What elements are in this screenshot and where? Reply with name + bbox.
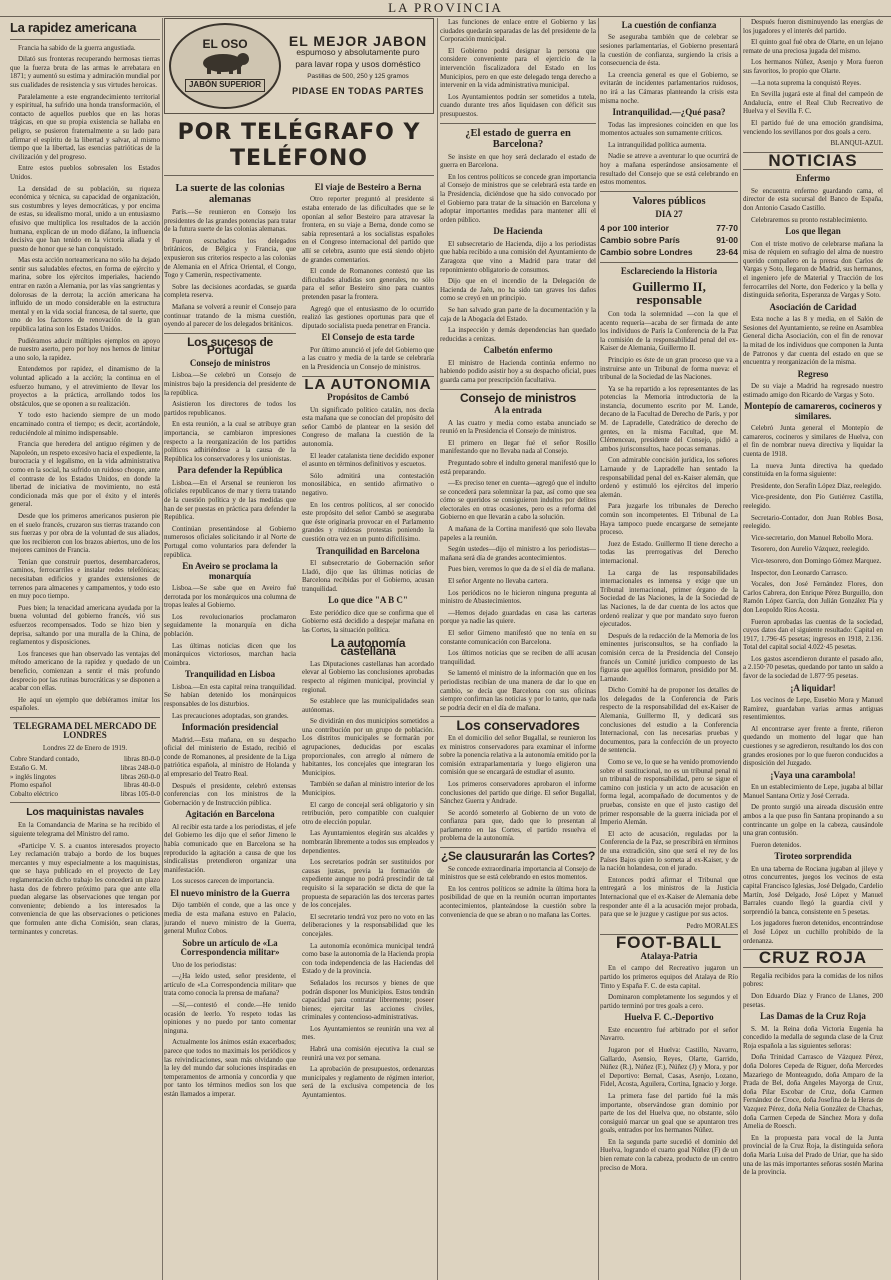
paragraph: Las precauciones adoptadas, son grandes. [172,711,289,720]
paragraph: Los jugadores fueron detenidos, encontrándose el José López un cuchillo prohibido de la ordenanza. [743,919,883,945]
paragraph: Madrid.—Esta mañana, en su despacho oficial del ministerio de Estado, recibió el conde de Romanones, al presidente de la Liga patriótica española, al ministro de Holanda y al empresario del Teatro Real. [164,735,296,778]
paragraph: Don Eduardo Díaz y Franco de Llanes, 200 pesetas. [743,992,883,1009]
paragraph: Los vecinos de Lepe, Eusebio Mora y Manuel Ramírez, guardaban varias armas antiguas resentimientos. [743,696,883,722]
paragraph: En Sevilla jugará este al final del campeón de Andalucía, entre el Real Club Recreativo de Huelva y el Sevilla F. C. [743,90,883,116]
paragraph: El subsecretario de Hacienda, dijo a los periodistas que había recibido a una comisión del Ayuntamiento de Zaragoza que vino a Madrid para tratar del reponimiento obligatorio de consumos. [440,239,596,274]
paragraph: Pues bien; la tenacidad americana ayudada por la buena voluntad del gobierno francés, vió sus esfuerzos recompensados. Todo se hizo bien y deprisa, saltando por una muralla de la China, de reglamentos y disposiciones. [10,603,160,647]
headline-conservadores: Los conservadores [456,717,580,734]
subhead-enfermo: Enfermo [796,173,830,184]
signature: Pedro MORALES [686,921,738,930]
paragraph: Según ustedes—dijo el ministro a los periodistas—mañana será día de grandes acontecimientos. [440,545,596,562]
column-2 [164,18,434,1280]
subhead-intranquilidad: Intranquilidad.—¿Qué pasa? [612,107,726,118]
paragraph: He aquí un ejemplo que debiéramos imitar los españoles. [10,695,160,713]
paragraph: La aprobación de presupuestos, ordenanzas municipales y reglamento de régimen interior, será de la exclusiva competencia de los Ayuntamientos. [302,1065,434,1100]
paragraph: El secretario tendrá voz pero no voto en las deliberaciones y la responsabilidad que les concejales. [302,912,434,938]
paragraph: A mañana de la Cortina manifestó que solo llevaba papeles a la reunión. [440,525,596,542]
market-row: » inglés lingotes libras 260-0-0 [10,772,160,781]
paragraph: Los revolucionarios proclamaron seguidamente la monarquía en dicha población. [164,612,296,638]
paragraph: Por último anunció el jefe del Gobierno que a las cuatro y media de la tarde se celebraría en la Presidencia un Consejo de ministros. [302,345,434,371]
headline-guillermo: Guillermo II, responsable [632,278,706,308]
paragraph: Desde que los primeros americanos pusieron pie en el suelo francés, cruzaron sus tierras trazando con sus fuerzas y por obra de la voluntad de sus aliados, que los recibieron con los brazos abiertos, uno de los mejores caminos de Francia. [10,511,160,555]
paragraph: Celebraremos su pronto restablecimiento. [751,215,868,224]
paragraph: En esta reunión, a la cual se atribuye gran importancia, se cambiaron impresiones respecto a la reorganización de los partidos políticos adhiriéndose a la causa de la República los conservadores y los unionistas. [164,420,296,463]
headline-castilla: La autonomía castellana [330,635,406,659]
paragraph: En los centros políticos se admite la última hora la posibilidad de que en la reunión ocurran importantes acontecimientos, planteándose la cuestión sobre la conveniencia de que se abran o no mañana las Cortes. [440,884,596,919]
paragraph: En los centros políticos, al ser conocido este propósito del señor Cambó se aseguraba que éste originaría provocar en el Parlamento grandes y ruidosas protestas poniendo la cuestión otra vez en un punto difícilísimo. [302,500,434,543]
paragraph: El subsecretario de Gobernación señor Lladó, dijo que las últimas noticias de Barcelona recibidas por el Gobierno, acusan tranquilidad. [302,558,434,593]
column-rule [598,18,599,1280]
paragraph: Se aseguraba también que de celebrar se sesiones parlamentarias, el Gobierno presentará la cuestión de confianza, surgiendo la crisis a consecuencia de ésta. [600,33,738,68]
column-3 [440,18,596,1280]
subhead-lisboa: Tranquilidad en Lisboa [184,669,276,680]
paragraph: Después el presidente, celebró extensas conferencias con los ministros de la Gobernación y de Instrucción pública. [164,781,296,807]
headline-cruz-roja: CRUZ ROJA [758,948,868,968]
paragraph: Se establece que las municipalidades sean autónomas. [302,697,434,714]
paragraph: La intranquilidad política aumenta. [608,140,707,149]
section-banner: POR TELÉGRAFO Y TELÉFONO [164,120,434,176]
paragraph: El conde de Romanones contestó que las dificultades aludidas son generales, no sólo para el señor Besteiro sino para cuantos pretenden pasar la frontera. [302,267,434,301]
paragraph: Vocales, don José Fernández Flores, don Carlos Cabrera, don Enrique Pérez Burguillo, don Ramón López García, don Julián González Pía y don Leopoldo Ríos Acosta. [743,580,883,614]
subhead-agitacion: Agitación en Barcelona [185,809,275,820]
paragraph: Después de la redacción de la Memoria de los eminentes jurisconsultos, se ha confiado la comisión cerca de la Presidencia del Consejo francés un Comité jurídico compuesto de las figuras que aquéllos formaron, presidido por M. Larnaude. [600,631,738,683]
paragraph: Con admirable concisión jurídica, los señores Larnaude y de Lapradelle han sentado la responsabilidad penal del ex-Kaiser alemán, que ordenó y estimuló los ejércitos del imperio alemán. [600,456,738,499]
paragraph: Fueron escuchados los delegados británicos, de Bélgica y Francia, que expusieron sus criterios respecto a las colonias de Alemania en el Africa Oriental, el Congo, Togo y Camerún, respectivamente. [164,236,296,280]
subhead-cambo: Propósitos de Cambó [327,392,409,403]
paragraph: La inspección y demás dependencias han quedado reducidas a cenizas. [440,326,596,343]
paragraph: Con el triste motivo de celebrarse mañana la misa de réquiem en sufragio del alma de nuestro querido compañero en la prensa don Carlos de Vargas y Soto, llegaron de Madrid, sus hermanos, el ingeniero jefe de Material y Tracción de los ferrocarriles del Norte, don Federico y la bella y distinguida señorita, Esperanza de Vargas y Soto. [743,239,883,300]
paragraph: En la propuesta para vocal de la Junta provincial de la Cruz Roja, la distinguida señora doña María Luisa del Prado de Uriar, que ha sido una de las más importantes señoras sostén Marina de la provincia. [743,1133,883,1177]
paragraph: El señor Argente no llevaba cartera. [448,577,549,586]
paragraph: En el campo del Recreativo jugaron un partido los primeros equipos del Atalaya de Río Tinto y España F. C. de esta capital. [600,964,738,990]
paragraph: Se insiste en que hoy será declarado el estado de guerra en Barcelona. [440,152,596,170]
bear-icon [195,49,255,75]
paragraph: Lisboa.—Se celebró un Consejo de ministros bajo la presidencia del presidente de la república. [164,371,296,397]
paragraph: Dicho Comité ha de proponer los detalles de los delegados de la Conferencia de Paris respecto de la responsabilidad del ex-Kaiser de Alemania, Guillermo II, y dedicará sus conclusiones del estudio a la Conferencia Internacional, con las necesarias pruebas y documentos, para la confección de un proyecto de sentencia. [600,686,738,755]
paragraph: Agregó que el entusiasmo de lo ocurrido realizó las gestiones oportunas para que el diputado socialista pueda penetrar en Francia. [302,304,434,330]
paragraph: El acto de acusación, reguladas por la Conferencia de la Paz, se prescribirá en términos de una extradición, sino que será el rey de los Países Bajos quien lo someta al ex-Kaiser, y de la nación holandesa, con el jurado. [600,829,738,873]
paragraph: Francia que heredera del antiguo régimen y de Napoleón, un respeto excesivo hacia el expediente, la burocracia y el legalismo, en la vida administrativa como en la social, ha sufrido un ruidoso choque, ante el contraste de los Estados Unidos, en donde la libertad de iniciativa de movimiento, no está condicionada más que por el éxito y el interés general. [10,440,160,509]
column-rule [162,18,163,1280]
paragraph: Se lamentó el ministro de la información que en los periodistas recibían de una manera de dar lo que en cambio, se decía que Barcelona con sus oficinas siempre confirman las noticias y por lo tanto, que nada se podría decir en el día de mañana. [440,669,596,712]
subhead-montepio: Montepío de camareros, cocineros y similares. [744,401,882,421]
headline-portugal: Los sucesos de Portugal [187,334,273,358]
paragraph: Todas las impresiones coinciden en que los momentos actuales son sumamente críticos. [600,120,738,138]
paragraph: Sólo admitirá una contestación monosilábica, en sentido afirmativo o negativo. [302,471,434,497]
paragraph: Ya se ha repartido a los representantes de las potencias la Memoria introductoria de la instancia, documento escrito por M. Lande, decano de la Facultad de Derecho de París, y por M. de Lapradelle, Catedrático de derecho de gentes, en la misma Facultad, que M. Clémenceau, presidente del Consejo, pidió a ambos jurisconsultos, hace pocas semanas. [600,384,738,453]
paragraph: Mañana se volverá a reunir el Consejo para continuar tratando de la misma cuestión, oyendo al parecer de los delegados británicos. [164,302,296,329]
paragraph: Continúan presentándose al Gobierno numerosos oficiales solicitando ir al Norte de Portugal como voluntarios para defender la república. [164,524,296,559]
subhead-hacienda: De Hacienda [493,226,543,237]
paragraph: Pudiéramos aducir múltiples ejemplos en apoyo de nuestro aserto, pero por hoy nos hemos de limitar a uno solo, la rapidez. [10,336,160,362]
subhead-abc: Lo que dice "A B C" [328,595,408,606]
paragraph: Uno de los periodistas: [172,960,237,969]
paragraph: Inspector, don Leonardo Carrasco. [751,568,848,577]
article-rapidez [10,44,160,713]
paragraph: El cargo de concejal será obligatorio y sin retribución, pero compatible con cualquier otro de elección popular. [302,800,434,826]
quote-row: Cambio sobre Londres 23·64 [600,247,738,258]
soap-advertisement [164,18,434,114]
headline-football: FOOT-BALL [615,933,723,953]
paragraph: Entonces podrá afirmar el Tribunal que entregará a los ministros de la Justicia Internacional que el ex-Kaiser de Alemania debe responder ante él a la acusación mejor probada, para que se le juzgue y castigue por sus actos. [600,875,738,919]
paragraph: Los Ayuntamientos se reunirán una vez al mes. [302,1024,434,1042]
paragraph: —¿Ha leído usted, señor presidente, el artículo de «La Correspondencia militar» que trata como conocía la prensa de mañana? [164,972,296,998]
paragraph: De su viaje a Madrid ha regresado nuestro estimado amigo don Ricardo de Vargas y Soto. [743,382,883,399]
paragraph: Los sucesos carecen de importancia. [172,877,275,886]
paragraph: Se han salvado gran parte de la documentación y la caja de la Abogacía del Estado. [440,305,596,323]
paragraph: Lisboa.—Se sabe que en Aveiro fué derrotada por los monárquicos una columna de tropas leales al Gobierno. [164,583,296,610]
paragraph: Con toda la solemnidad —con la que el acento requería—acaba de ser firmada de ante los individuos de París la Conferencia de la Paz la comisión de la responsabilidad penal del ex-Kaiser de Alemania, Guillermo II. [600,309,738,353]
paragraph: Principio es éste de un gran proceso que va a instruirse ante un Tribunal de forma nueva: el tribunal de la Sociedad de las Naciones. [600,355,738,382]
paragraph: Dominaron completamente los segundos y el partido terminó por tres goals a cero. [600,993,738,1010]
paragraph: La primera fase del partido fué la más importante, observándose gran dominio por parte de los del Huelva que, no obstante, sólo consiguió marcar un goal que se apuntaron tres goals, entrados por los hermanos Núñez. [600,1091,738,1135]
paragraph: Un significado político catalán, nos decía esta mañana que se conocían del propósito del señor Cambó de plantear en la sesión del Congreso de mañana la cuestión de la autonomía. [302,405,434,448]
paragraph: En una taberna de Rociana jugaban al jileye y otros concurrentes, juegos los vecinos de esta capital Francisco Iglesias, José Delgado, Cardelio Martín, José Delgado, José López y Manuel Barrales cuando llegó la guardia civil y sorprendió la banca, consistente en 5 pesetas. [743,864,883,916]
headline-noticias: NOTICIAS [768,150,858,170]
paragraph: Francia ha sabido de la guerra angustiada. [18,43,136,52]
paragraph: Los periódicos no le hicieron ninguna pregunta al ministro de Abastecimientos. [440,588,596,606]
subhead-damas: Las Damas de la Cruz Roja [760,1011,866,1022]
paragraph: Mas esta acción norteamericana no sólo ha dejado sentir sus saludables efectos, en forma de ejército y marina, sobre los ejércitos imperiales, haciendo entrar en razón a Alemania, por las vías sangrientas y dolorosas de la derrota; la acción americana ha influido de un modo considerable en la estructura mental y en la vida social francesa, de tal suerte, que uno de los factores de renovación de la gran república latina son los Estados Unidos. [10,256,160,334]
subhead-calbeton: Calbetón enfermo [483,345,553,356]
paragraph: —Es preciso tener en cuenta—agregó que el indulto se concederá para solemnizar la paz, así como que sea cómo se queridos se consiguieron indultos por delitos electorales en otras ocasiones, pero es a reforma del Gobierno en que llevarán a cabo la solución. [440,479,596,522]
subhead-articulo: Sobre un artículo de «La Correspondencia militar» [180,937,280,958]
paragraph: El Gobierno podrá designar la persona que considere conveniente para el ejercicio de la intervención fiscalizadora del Estado en los Municipios, pero en que este delegado tenga derecho a intervenir en la vida administrativa municipal. [440,46,596,90]
paragraph: Se dividirán en dos municipios sometidos a una contribución por un grupo de población. Los distritos municipales se formarán por agrupaciones, deducidas por escalas proporcionales, con arreglo al número de habitantes, los concejales que integraran los Municipios. [302,717,434,777]
paragraph: Para juzgarle los tribunales de Derecho común son incompetentes. El Tribunal de La Haya tampoco puede encargarse de semejante proceso. [600,502,738,537]
column-rule [740,18,741,1280]
paragraph: Y todo esto haciendo siempre de un modo encaminado contra el tiempo; es decir, acortándole, reduciéndole al mínimo indispensable. [10,411,160,437]
paragraph: Otro reporter preguntó al presidente si estaba enterado de las dificultades que se le oponían al señor Besteiro para atravesar la frontera, en su viaje a Berna, donde como se sabía representará a los socialistas españoles en el Congreso internacional del partido que allí se celebra, asunto que está siendo objeto de grandes comentarios. [302,195,434,264]
paragraph: Doña Trinidad Carrasco de Vázquez Pérez, doña Dolores Cepeda de Riguer, doña Mercedes Mazariego de Monteagudo, doña Amparo de la Prada de Bel, doña Angeles Mayorga de Cruz, doña Pilar Escobar de Cruz, doña Carmen Fernández de Croce, doña Josefina de la Heras de Vazquez Pérez, doña Nelia González de Chachas, doña Carmen Cepeda de Sánchez Mora y doña Amelia de Roesch. [743,1053,883,1131]
paragraph: Vice-tesorero, don Domingo Gómez Marquez. [751,556,882,565]
paragraph: Vice-secretario, don Manuel Rebollo Mora. [751,533,874,542]
subhead-besteiro: El viaje de Besteiro a Berna [314,182,422,192]
paragraph: Preguntado sobre el indulto general manifestó que lo está preparando. [440,458,596,476]
headline-maquinistas: Los maquinistas navales [26,806,144,819]
bear-logo: EL OSO JABÓN SUPERIOR [169,23,281,109]
paragraph: Entre estos pueblos sobresalen los Estados Unidos. [10,164,160,181]
subhead-informacion: Información presidencial [181,722,279,733]
paragraph: Señalados los recursos y bienes de que podrán disponer los Municipios. Estos tendrán capacidad para contratar libremente; poseer bienes; ejercitar las acciones civiles, criminales y contencioso-administrativas. [302,978,434,1022]
paragraph: París.—Se reunieron en Consejo los presidentes de las grandes potencias para tratar de la futura suerte de las colonias alemanas. [164,208,296,234]
paragraph: En un establecimiento de Lepe, jugaba al billar Manuel Santana Ortiz y José Cerrada. [743,783,883,800]
paragraph: —Hemos dejado guardadas en casa las carteras porque ya nadie las quiere. [440,608,596,626]
subhead-entrada: A la entrada [494,405,542,416]
subhead-atalaya: Atalaya-Patria [640,950,698,961]
quote-row: 4 por 100 interior 77·70 [600,223,738,234]
paragraph: Este encuentro fué arbitrado por el señor Navarro. [600,1025,738,1043]
paragraph: El leader catalanista tiene decidido exponer el asunto en términos definitivos y escuetos. [302,451,434,469]
subhead-llegan: Los que llegan [785,226,841,237]
paragraph: Las últimas noticias dicen que los monárquicos victoriosos, marchan hacia Coimbra. [164,641,296,667]
headline-consejo-ministros: Consejo de ministros [459,390,577,405]
quotes-table [600,222,738,258]
paragraph: Secretario-Contador, don Juan Robles Bosa, reelegido. [743,513,883,531]
market-table [10,755,160,798]
headline-valores: Valores públicos [632,195,706,207]
paragraph: Regalía recibidos para la comidas de los niños pobres: [743,971,883,989]
paragraph: En la Comandancia de Marina se ha recibido el siguiente telegrama del Ministro del ramo. [10,821,160,839]
paragraph: «Participe V. S. a cuantos interesados proyecto Ley reclamación trabajo a bordo de los buques mercantes y muy especialmente a los maquinistas, que se haya publicado en el proyecto de Ley reglamentación dicho trabajo les concederá un plazo hasta dos de febrero próximo para que ante ella puedan alegarse las observaciones que tengan por conveniente; debiendo a los interesados la conveniencia de que las observaciones o peticiones que formulen ante dicha Comisión, sean claras, terminantes y concretas. [10,841,160,936]
paragraph: El partido fué de una emoción grandísima, venciendo los sevillanos por dos goals a cero. [743,118,883,136]
paragraph: Se encuentra enfermo guardando cama, el director de esta sucursal del Banco de España, don Antonio Casado Castillo. [743,186,883,212]
paragraph: Vice-presidente, don Pío Gutiérrez Castilla, reelegido. [743,493,883,510]
paragraph: —La nota suprema la conquistó Reyes. [751,78,862,87]
paragraph: Como se ve, lo que se ha venido promoviendo sobre el sustitucional, no es un tribunal penal ni un tribunal de responsabilidad, pero se sigue el camino con justicia y un acto de acusación en forma legal, acompañado de documentos y de pruebas, consiste en que el justo castigo del primer responsable de la guerra iniciada por el Imperio Alemán. [600,758,738,827]
paragraph: Tenían que construir puertos, desembarcaderos, caminos, ferrocarriles e instalar redes telefónicas; necesitaban edificios y grandes extensiones de terrenos para almacenes y campamentos, y todo esto en muy poco tiempo. [10,557,160,601]
paragraph: Esta noche a las 8 y media, en el Salón de Sesiones del Ayuntamiento, se reúne en Asamblea General dicha Asociación, con el fin de renovar la mitad de los individuos que componen la Junta de Patronos y dar cuenta del estado en que se encuentra y reorganización de la misma. [743,315,883,367]
market-row: Estaño G. M. libras 248-0-0 [10,764,160,773]
paragraph: También se dañan al ministro interior de los Municipios. [302,780,434,798]
column-5 [743,18,883,1280]
paragraph: Paralelamente a este engrandecimiento territorial y espiritual, ha sufrido una honda transformación, el contacto de aquellos pueblos que en las horas trágicas, en que su propia existencia se hallaba en peligro, se pusieron fraternalmente a su lado para afirmar el espíritu de la libertad y salvar, al mismo tiempo que la libertad, las esencias patrióticas de la civilización y del progreso. [10,92,160,161]
subhead-cuestion-confianza: La cuestión de confianza [621,20,717,30]
subhead-guerra: El nuevo ministro de la Guerra [170,887,290,898]
paragraph: El señor Gimeno manifestó que no tenía en su constante comunicación con Barcelona. [440,629,596,646]
column-rule [437,18,438,1280]
paragraph: Después fueron disminuyendo las energías de los jugadores y el interés del partido. [743,18,883,35]
paragraph: Lisboa.—En esta capital reina tranquilidad. Se habían detenido los monárquicos responsables de los disturbios. [164,682,296,708]
subhead-consejo-tarde: El Consejo de esta tarde [321,332,415,343]
paragraph: Fueron detenidos. [751,840,802,849]
subhead-aveiro: En Aveiro se proclama la monarquía [182,561,278,581]
paragraph: Los Ayuntamientos podrán ser sometidos a tutela, cuando durante tres años liquidasen con déficit sus presupuestos. [440,92,596,118]
paragraph: El quinto goal fué obra de Olarte, en un lejano remate de una preciosa jugada del mismo. [743,38,883,55]
paragraph: Los hermanos Núñez, Asenjo y Mora fueron sus favoritos, lo propio que Olarte. [743,58,883,75]
paragraph: Presidente, don Serafín López Díaz, reelegido. [751,481,882,490]
headline-rapidez: La rapidez americana [10,20,137,35]
paragraph: Celebró Junta general el Montepío de camareros, cocineros y similares de Huelva, con el fin de nombrar nueva directiva y liquidar la cuenta de 1918. [743,424,883,458]
headline-autonomia: LA AUTONOMIA [304,375,432,393]
quote-row: Cambio sobre París 91·00 [600,235,738,246]
market-date: Londres 22 de Enero de 1919. [42,743,128,752]
paragraph: Los secretarios podrán ser sustituidos por causas justas, previa la formación de expediente aunque no podrá prescindir de tal requisito si la separación se dicta de que la propuesta de separación las dos terceras partes de los concejales. [302,858,434,910]
column-4 [600,18,738,1280]
paragraph: Habrá una comisión ejecutiva la cual se reunirá una vez por semana. [302,1045,434,1062]
paragraph: Lisboa.—En el Arsenal se reunieron los oficiales republicanos de mar y tierra tratando de la cuestión política y de las medidas que han de ser puestas en práctica para defender la República. [164,478,296,522]
paragraph: Se concede extraordinaria importancia al Consejo de ministros que se está celebrando en estos momentos. [440,864,596,882]
headline-colonias: La suerte de las colonias alemanas [175,183,285,206]
paragraph: Pues bien, veremos lo que da de sí el día de mañana. [448,565,596,574]
paragraph: La creencia general es que el Gobierno, se evitarán de incidentes parlamentarios ruidosos, no irá a las Cámaras planteando la crisis esta misma noche. [600,70,738,105]
subhead-consejo: Consejo de ministros [189,357,271,368]
signature: BLANQUI-AZUL [830,139,883,148]
subcolumns [164,180,434,1280]
paragraph: Las Diputaciones castellanas han acordado elevar al Gobierno las conclusiones aprobadas respecto al régimen municipal, provincial y regional. [302,659,434,694]
subcolumn-a [164,180,296,1102]
subhead-tranq-barcelona: Tranquilidad en Barcelona [316,545,420,556]
paragraph: Al recibir esta tarde a los periodistas, el jefe del Gobierno les dijo que el señor Jimeno le había comunicado que en Barcelona se ha reproducido la agitación a causa de que los sindicalistas pretendieron organizar una manifestación. [164,822,296,874]
column-1 [10,18,160,1280]
paragraph: En el domicilio del señor Bugallal, se reunieron los ex ministros conservadores para examinar el informe sobre la ponencia relativa a la autonomía emitido por la comisión extraparlamentaria y luego eligieron una comisión que se encargará de estudiar el asunto. [440,733,596,777]
subhead-liquidar: ¡A liquidar! [790,682,836,693]
paragraph: Tesorero, don Aurelio Vázquez, reelegido. [751,545,870,554]
masthead: LA PROVINCIA [0,0,891,17]
paragraph: Juez de Estado. Guillermo II tiene derecho a todas las prerrogativas del Derecho internacional. [600,539,738,565]
subhead-regreso: Regreso [797,368,829,379]
paragraph: Dilató sus fronteras recuperando hermosas tierras que la fuerza bruta de las armas le arrebatara en 1871; y aumentó su estima y admiración mundial por sus cualidades de resistencia y sus virtudes heroicas. [10,55,160,90]
paragraph: De pronto surgió una aireada discusión entre ambos a la que puso fin Santana propinando a su contrincante un golpe en la cabeza, causándole una gran contusión. [743,803,883,838]
subcolumn-b [302,180,434,1103]
paragraph: Fueron aprobadas las cuentas de la sociedad, cuyos datos dan el siguiente resultado: Capital en 1917, 1.796·45 pesetas; ingresos en 1918, 2.136. Total del capital social 4.022·45 pesetas. [743,617,883,652]
paragraph: Actualmente los ánimos están exacerbados; parece que todos no maximais los periódicos y las reivindicaciones, sean más olvidando que la ley del mundo dar soluciones inspiradas en temperamentos de armonía y concordia y que por tanto los términos medios son los que están llamados a imperar. [164,1038,296,1098]
paragraph: Dijo también el conde, que a las once y media de esta mañana estuvo en Palacio, jurando el nuevo ministro de la Guerra, general Muñoz Cobos. [164,901,296,936]
paragraph: Los primeros conservadores aprobaron el informe conclusiones del partido que dirige. El señor Bugallal, Sánchez Guerra y Andrade. [440,779,596,806]
subhead-carambola: ¡Vaya una carambola! [770,769,856,780]
paragraph: La autonomía económica municipal tendrá como base la autonomía de la Hacienda propia con toda independencia de las Haciendas del Estado y de la provincia. [302,941,434,976]
paragraph: Nadie se atreve a aventurar lo que ocurrirá de hoy a mañana esperándose ansiosamente el resultado del Consejo que se está celebrando en estos momentos. [600,152,738,187]
paragraph: Los franceses que han observado las ventajas del método americano de la rapidez y quedado de un beneficio, comienzan a sentir el más profundo desprecio por las rutinas burocráticas y se disponen a acabar con ellas. [10,649,160,693]
paragraph: Sobre las decisiones acordadas, se guarda completa reserva. [164,282,296,300]
paragraph: Las funciones de enlace entre el Gobierno y las ciudades quedarán separadas de las del presidente de la Corporación municipal. [440,18,596,44]
paragraph: —Sí,—contestó el conde.—He tenido ocasión de leerlo. Yo respeto todas las opiniones y no puedo por tanto comentar ninguna. [164,1000,296,1035]
paragraph: En los centros políticos se concede gran importancia al Consejo de ministros que se celebrará esta tarde en la Presidencia, diciéndose que ha sido convocado por el Gobierno para tratar de la situación en Barcelona y adoptar importantes medidas para mantener allí el orden público. [440,172,596,224]
paragraph: A las cuatro y media como estaba anunciado se reunió en la Presidencia el Consejo de ministros. [440,418,596,436]
paragraph: La nueva Junta directiva ha quedado constituida en la forma siguiente: [743,461,883,479]
headline-estado-guerra: ¿El estado de guerra en Barcelona? [465,127,571,150]
paragraph: La densidad de su población, su riqueza económica y técnica, su capacidad de organización, sus costumbres y leyes democráticas, y por encima de estas, su idealismo moral, unido a un entusiasmo efusivo que multiplica los resultados de la acción humana, explican de un modo diáfano, la influencia decisiva que han tenido en la victoria aliada y el puesto de honor que se han conquistado. [10,184,160,253]
subhead-historia: Esclareciendo la Historia [620,266,718,277]
market-title: TELEGRAMA DEL MERCADO DE LONDRES [13,720,157,741]
paragraph: Entendemos por rapidez, el dinamismo de la voluntad aplicado a la acción; la continua en el esfuerzo humano, y el atrevimiento de llevar los proyectos a la práctica, arrollando todos los obstáculos, que se oponen a su realización. [10,365,160,408]
paragraph: Asistieron los directores de todos los partidos republicanos. [164,400,296,417]
ad-copy: EL MEJOR JABON espumoso y absolutamente puro para lavar ropa y usos doméstico Pastillas de 500, 250 y 125 gramos PIDASE EN TODAS PARTES [288,32,428,96]
paragraph: El ministro de Hacienda continúa enfermo no habiendo podido asistir hoy a su despacho oficial, pues guarda cama por prescripción facultativa. [440,358,596,384]
paragraph: Se acordó someterlo al Gobierno de un voto de confianza para que, dado que lo presentan al parlamento en las Cortes, el partido resuelva el problema de la autonomía. [440,808,596,843]
market-row: Cobre Standard contado, libras 80-0-0 [10,755,160,764]
paragraph: El primero en llegar fué el señor Rosillo manifestando que no llevaba nada al Consejo. [440,438,596,456]
subhead-caridad: Asociación de Caridad [769,301,857,312]
paragraph: La carga de las responsabilidades internacionales es inmensa y exige que un Tribunal internacional, primer órgano de la Sociedad de las Naciones, la de la Sociedad de las Naciones, la de dar cuenta de los actos que ordenó realizar y que por mandato suyo fueron ejecutados. [600,568,738,629]
paragraph: Los gastos ascendieron durante el pasado año, a 2.150·70 pesetas, quedando por tanto un saldo a favor de la sociedad de 1.877·95 pesetas. [743,654,883,681]
paragraph: En la segunda parte sucedió el dominio del Huelva, logrando el cuarto goal Núñez (F) de un bien remate con la cabeza, producto de un centro preciso de Mora. [600,1137,738,1172]
quotes-date: DIA 27 [655,208,683,219]
paragraph: Al encontrarse ayer frente a frente, riñeron quedando un momento del lugar que han cuestiones y se agredieron, resultando los dos con grandes erosiones por lo que fueron conducidos a disposición del Juzgado. [743,724,883,768]
paragraph: Dijo que en el incendio de la Delegación de Hacienda de Jaén, no ha sido tan graves los daños como se creyó en un principio. [440,277,596,303]
subhead-republica: Para defender la República [177,465,283,476]
headline-cortes: ¿Se clausurarán las Cortes? [441,849,595,864]
paragraph: Jugaron por el Huelva: Castillo, Navarro, Gallardo, Asensio, Reyes, Olarte, Garrido, Núñez (R.), Núñez (F.), Núñez (J) y Mora, y por el Deportivo: Bernal, Casas, Asenjo, Lozano, Fidel, Acosta, Aguilera, Cortina, Ignacio y Jorge. [600,1045,738,1089]
market-row: Cobalto eléctrico libras 105-0-0 [10,789,160,798]
subhead-tiroteo: Tiroteo sorprendida [774,851,852,862]
paragraph: Los últimos noticias que se reciben de allí acusan tranquilidad. [440,649,596,666]
subhead-huelva: Huelva F. C.-Deportivo [624,1012,714,1023]
paragraph: Las Ayuntamientos elegirán sus alcaldes y nombrarán libremente a todos sus empleados y dependientes. [302,829,434,855]
market-row: Plomo español libras 40-0-0 [10,781,160,790]
paragraph: S. M. la Reina doña Victoria Eugenia ha concedido la medalla de segunda clase de la Cruz Roja española a las siguientes señoras: [743,1024,883,1050]
paragraph: Este periódico dice que se confirma que el Gobierno está decidido a despejar mañana en las Cortes, la situación política. [302,608,434,634]
